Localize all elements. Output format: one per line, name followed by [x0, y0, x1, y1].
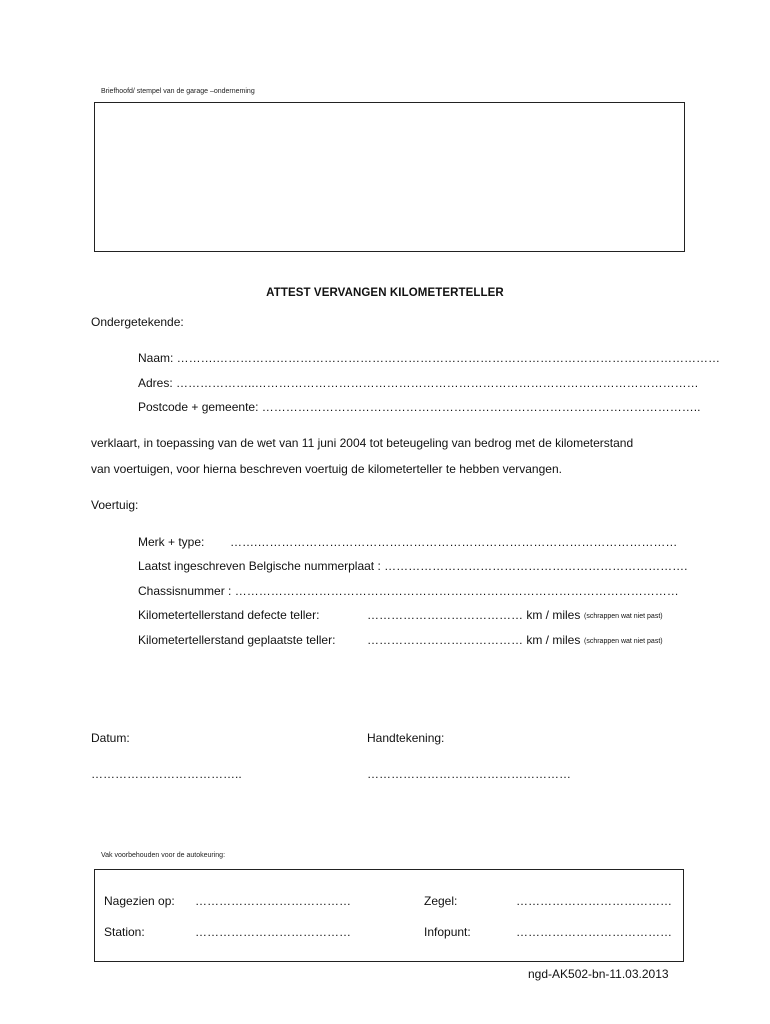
km-defect-label: Kilometertellerstand defecte teller: [138, 608, 320, 622]
datum-label: Datum: [91, 731, 130, 745]
infopunt-dots: ………………………………… [516, 925, 672, 939]
adres-field: Adres: ………………..………………………………………………………………………………………………… [138, 376, 699, 390]
nagezien-label: Nagezien op: [104, 894, 175, 908]
nagezien-dots: ………………………………… [195, 894, 351, 908]
merk-dots: …….…………………………………………………………………………………………… [230, 535, 678, 549]
zegel-dots: ………………………………… [516, 894, 672, 908]
reserved-box [94, 869, 684, 962]
strike-note-1: (schrappen wat niet past) [584, 613, 663, 620]
datum-dots: ……………………………….. [91, 767, 242, 781]
station-label: Station: [104, 925, 145, 939]
postcode-field: Postcode + gemeente: ……………………………………………………………………………………………….. [138, 400, 701, 414]
zegel-label: Zegel: [424, 894, 458, 908]
handtekening-label: Handtekening: [367, 731, 445, 745]
station-dots: ………………………………… [195, 925, 351, 939]
naam-field: Naam: ……….……………………………………………………………………………………………………………… [138, 351, 721, 365]
km-new-dots: ………………………………… km / miles [367, 633, 581, 647]
strike-note-2: (schrappen wat niet past) [584, 638, 663, 645]
reserved-box-label: Vak voorbehouden voor de autokeuring: [101, 852, 226, 859]
vehicle-label: Voertuig: [91, 498, 139, 512]
undersigned-label: Ondergetekende: [91, 315, 184, 329]
stamp-box [94, 102, 685, 252]
declaration-line-1: verklaart, in toepassing van de wet van 11 juni 2004 tot beteugeling van bedrog met de kilometerstand [91, 436, 634, 450]
merk-label: Merk + type: [138, 535, 205, 549]
plaat-field: Laatst ingeschreven Belgische nummerplaat : …………………………………………………………………. [138, 559, 688, 573]
declaration-line-2: van voertuigen, voor hierna beschreven voertuig de kilometerteller te hebben vervangen. [91, 462, 562, 476]
stamp-box-label: Briefhoofd/ stempel van de garage –onderneming [101, 88, 255, 95]
chassis-field: Chassisnummer : ………………………………………………………………………………………………… [138, 584, 679, 598]
footer-code: ngd-AK502-bn-11.03.2013 [528, 967, 669, 981]
km-defect-dots: ………………………………… km / miles [367, 608, 581, 622]
page-title: ATTEST VERVANGEN KILOMETERTELLER [266, 287, 504, 299]
handtekening-dots: …………………………………………… [367, 767, 571, 781]
km-new-label: Kilometertellerstand geplaatste teller: [138, 633, 336, 647]
infopunt-label: Infopunt: [424, 925, 471, 939]
